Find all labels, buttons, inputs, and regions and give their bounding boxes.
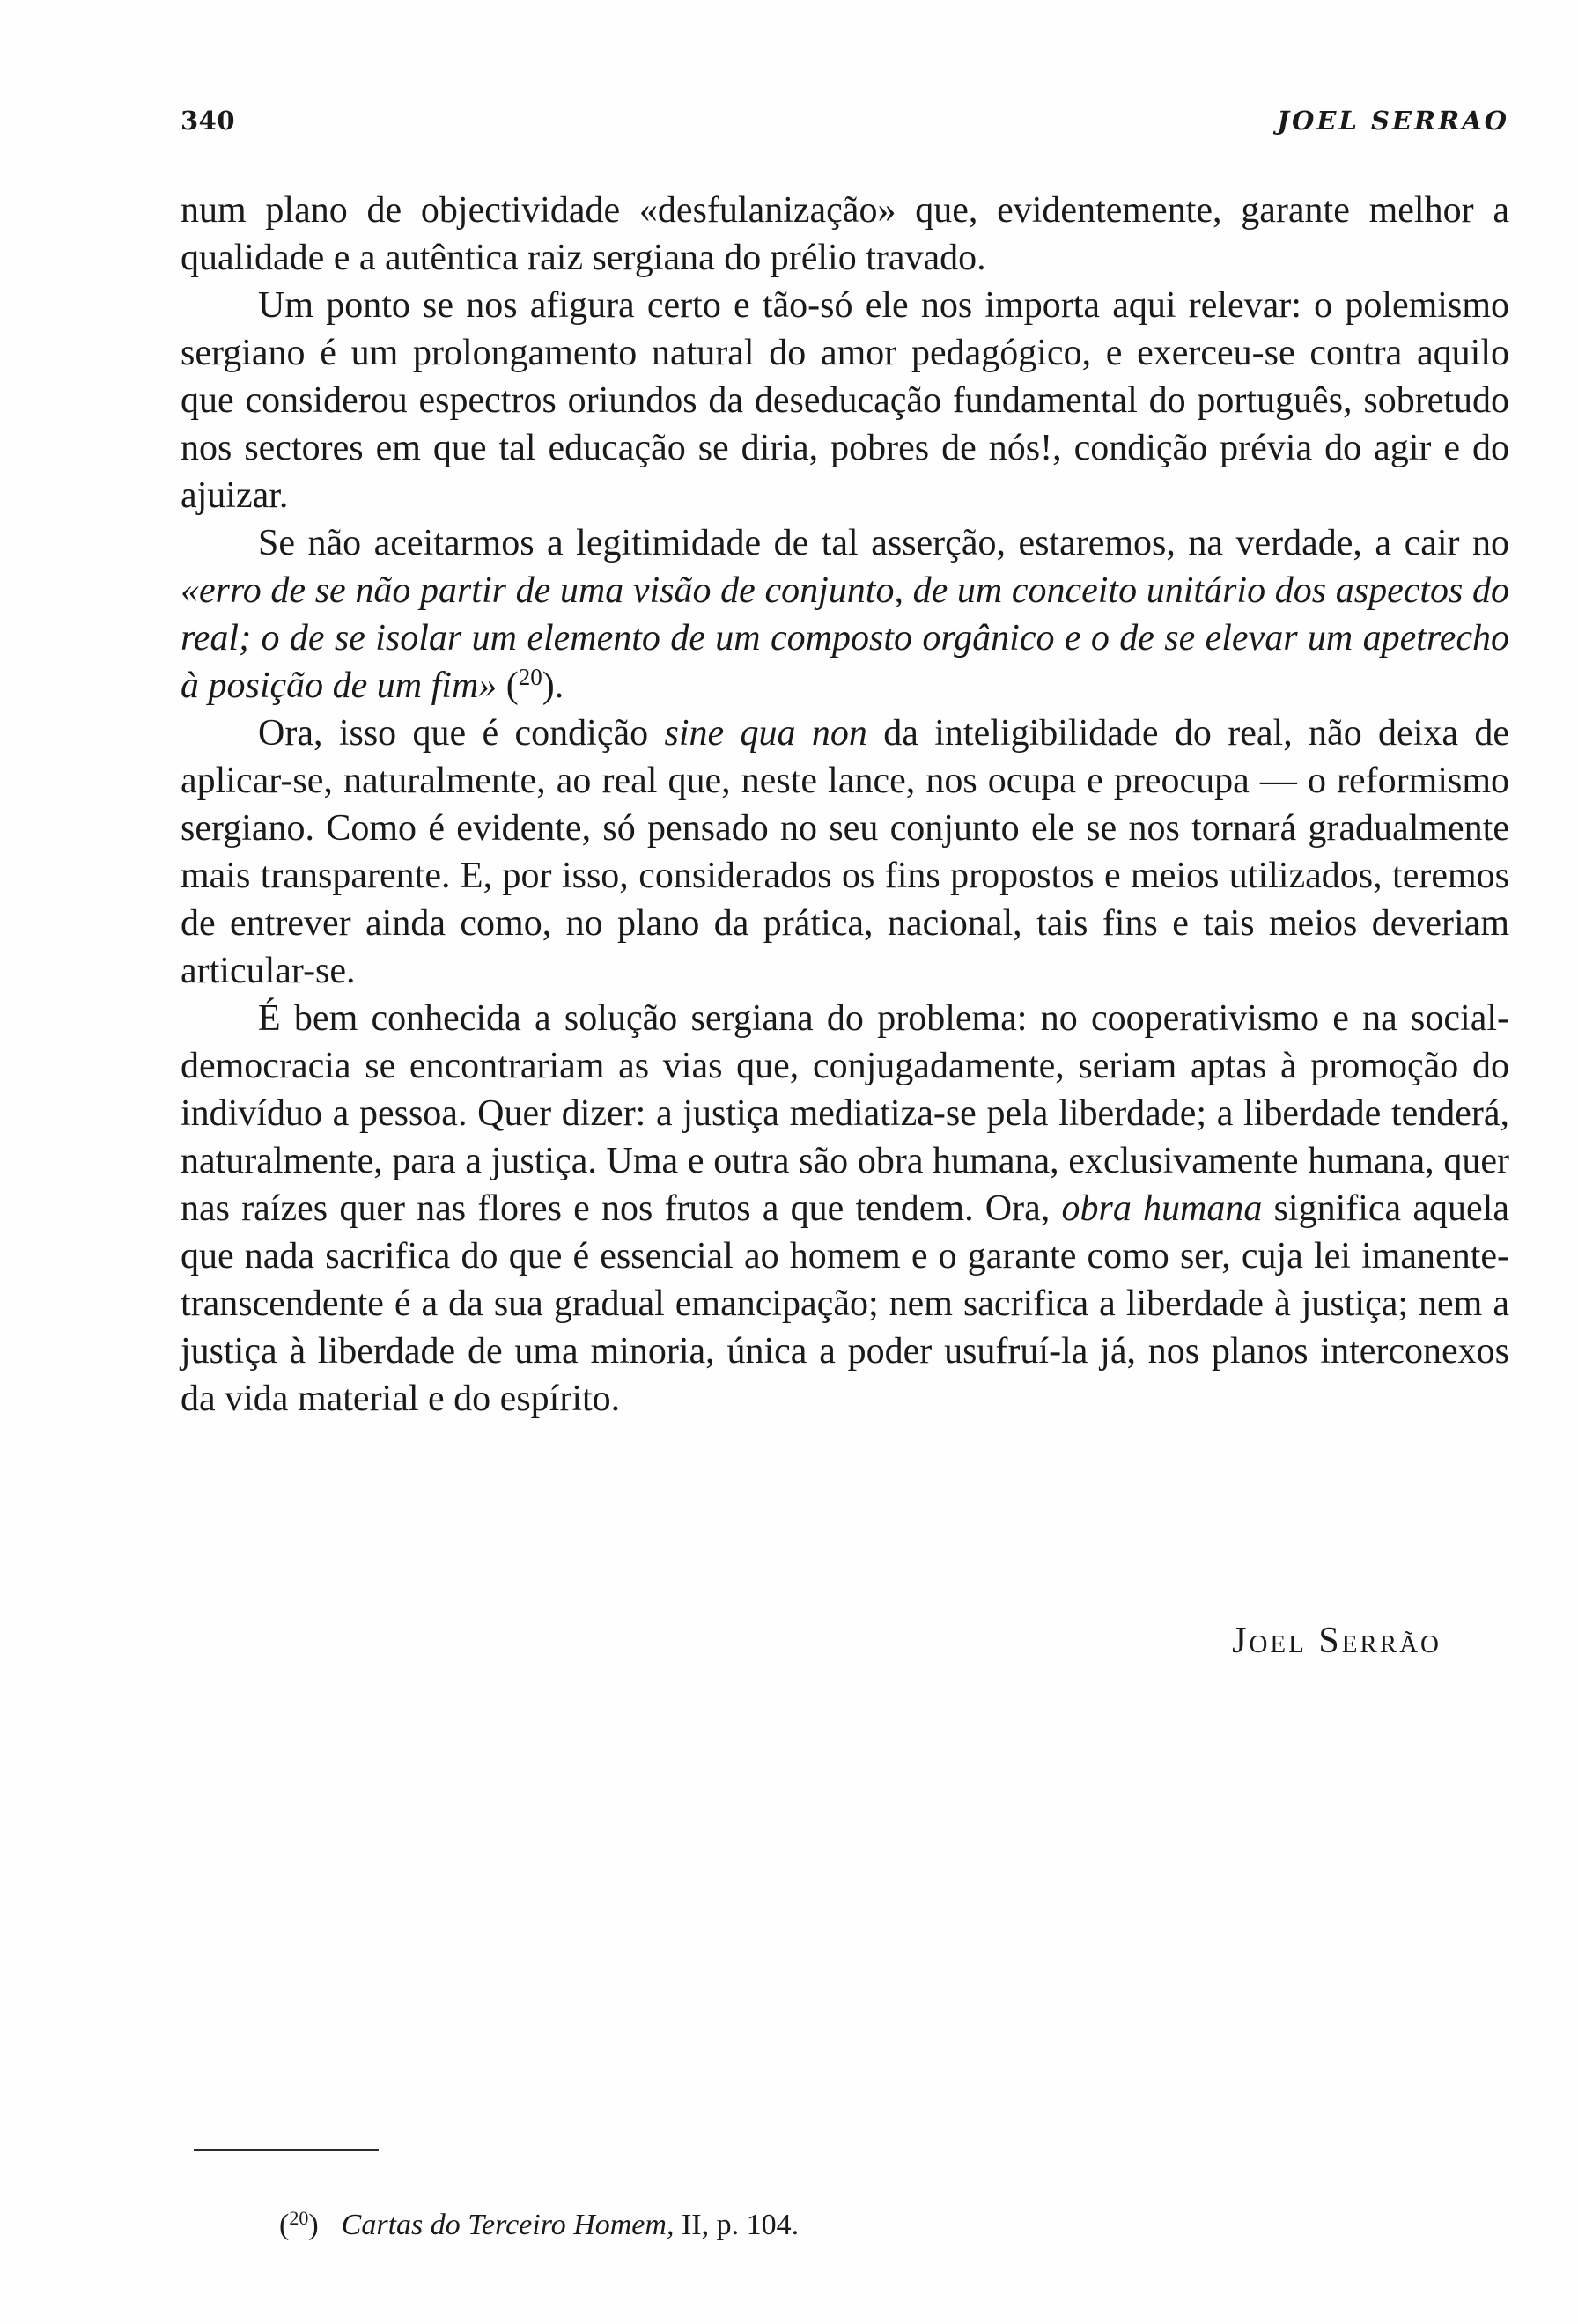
paragraph-3	[181, 519, 1509, 710]
paragraph-4-text-end: da inteligibilidade do real, não deixa de aplicar-se, naturalmente, ao real que, neste lance, nos ocupa e preocupa — o reformismo sergiano. Como é evidente, só pensado no seu conjunto ele se nos tornará gradualmente mais transparente. E, por isso, considerados os fins propostos e meios utilizados, teremos de entrever ainda como, no plano da prática, nacional, tais fins e tais meios deveriam articular-se.	[181, 713, 1510, 991]
footnote-number-value: 20	[289, 2207, 309, 2229]
paragraph-4-text-start: Ora, isso que é condição	[258, 713, 665, 754]
page-number: 340	[181, 106, 236, 136]
footnote-ref-open: (	[497, 666, 519, 706]
footnote-citation: II, p. 104.	[674, 2209, 800, 2241]
footnote-reference: 20	[518, 664, 542, 690]
emphasis-phrase: obra humana	[1061, 1188, 1263, 1229]
footnote-ref-close: ).	[542, 666, 564, 706]
paragraph-2: Um ponto se nos afigura certo e tão-só ele nos importa aqui relevar: o polemismo sergiano é um prolongamento natural do amor pedagógico, e exerceu-se contra aquilo que considerou espectros oriundos da deseducação fundamental do português, sobretudo nos sectores em que tal educação se diria, pobres de nós!, condição prévia do agir e do ajuizar.	[181, 285, 1509, 516]
running-title: JOEL SERRAO	[1277, 106, 1509, 136]
footnote-title: Cartas do Terceiro Homem,	[341, 2209, 675, 2241]
running-header	[181, 106, 1509, 150]
body-text	[181, 187, 1509, 1423]
latin-phrase: sine qua non	[664, 713, 867, 754]
footnote	[279, 2208, 799, 2243]
paragraph-5	[181, 995, 1509, 1423]
paragraph-4	[181, 710, 1509, 995]
footnote-paren-close: )	[308, 2209, 319, 2241]
paragraph-5-text-end: significa aquela que nada sacrifica do que é essencial ao homem e o garante como ser, cuja lei imanente-transcendente é a da sua gradual emancipação; nem sacrifica a liberdade à justiça; nem a justiça à liberdade de uma minoria, única a poder usufruí-la já, nos planos interconexos da vida material e do espírito.	[181, 1188, 1509, 1419]
footnote-divider	[194, 2149, 379, 2151]
author-signature: Joel Serrão	[1232, 1621, 1442, 1661]
footnote-paren-open: (	[279, 2209, 290, 2241]
paragraph-1: num plano de objectividade «desfulanização» que, evidentemente, garante melhor a qualidade e a autêntica raiz sergiana do prélio travado.	[181, 190, 1509, 278]
footnote-number	[279, 2209, 319, 2241]
quotation: «erro de se não partir de uma visão de conjunto, de um conceito unitário dos aspectos do real; o de se isolar um elemento de um composto orgânico e o de se elevar um apetrecho à posição de um fim»	[181, 570, 1509, 706]
paragraph-3-text: Se não aceitarmos a legitimidade de tal asserção, estaremos, na verdade, a cair no	[258, 523, 1509, 563]
paragraph-5-text-start: É bem conhecida a solução sergiana do problema: no cooperativismo e na social-democracia se encontrariam as vias que, conjugadamente, seriam aptas à promoção do indivíduo a pessoa. Quer dizer: a justiça mediatiza-se pela liberdade; a liberdade tenderá, naturalmente, para a justiça. Uma e outra são obra humana, exclusivamente humana, quer nas raízes quer nas flores e nos frutos a que tendem. Ora,	[181, 998, 1509, 1229]
